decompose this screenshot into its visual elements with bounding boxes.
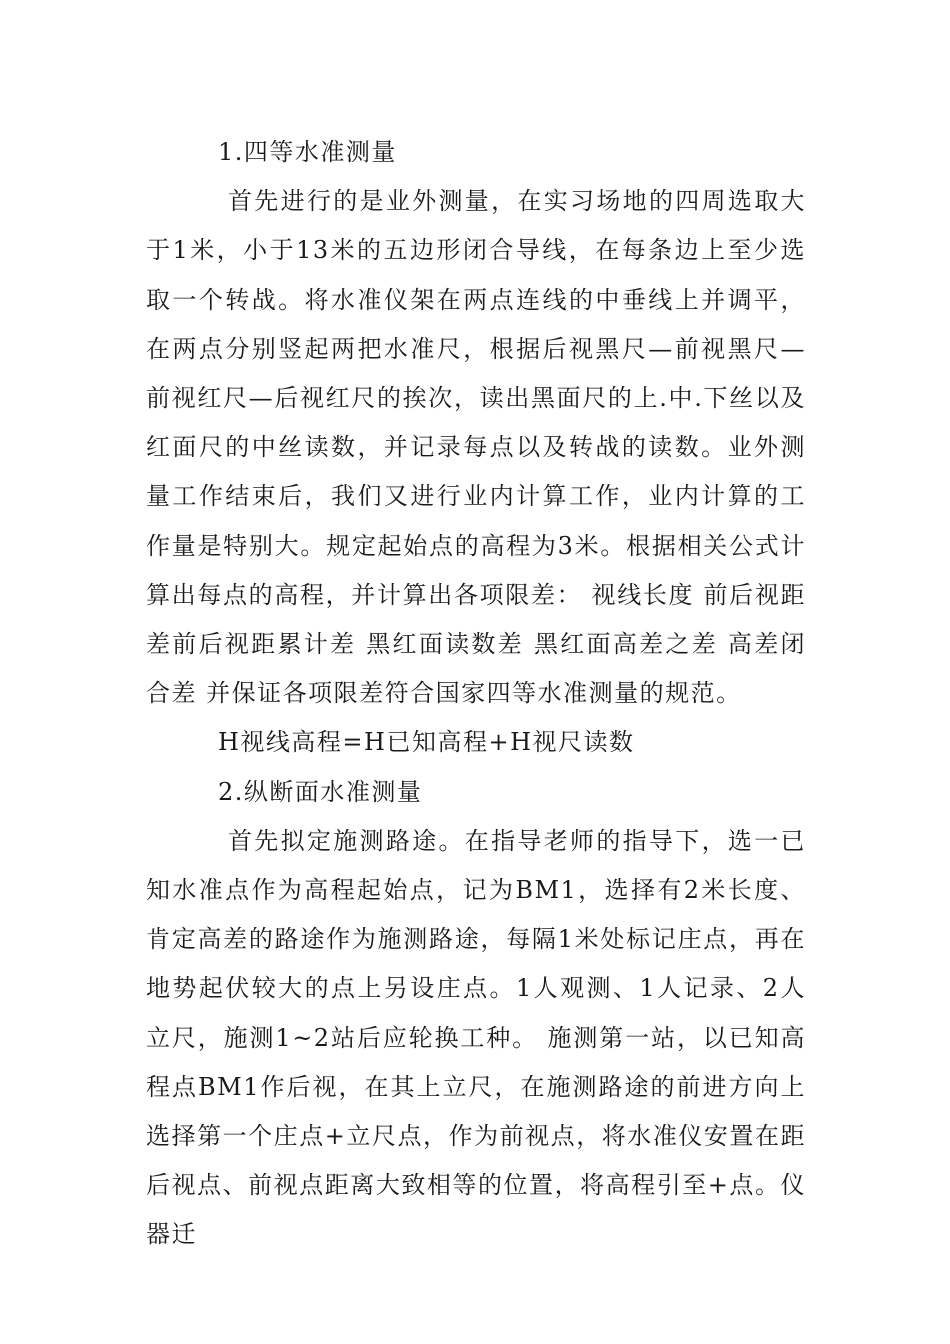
section-1-heading: 1.四等水准测量	[218, 138, 397, 166]
section-1-paragraph: 首先进行的是业外测量，在实习场地的四周选取大于1米，小于13米的五边形闭合导线，在每条边上至少选取一个转战。将水准仪架在两点连线的中垂线上并调平，在两点分别竖起两把水准尺，根据后视黑尺—前视黑尺—前视红尺—后视红尺的挨次，读出黑面尺的上.中.下丝以及红面尺的中丝读数，并记录每点以及转战的读数。业外测量工作结束后，我们又进行业内计算工作，业内计算的工作量是特别大。规定起始点的高程为3米。根据相关公式计算出每点的高程，并计算出各项限差： 视线长度 前后视距差前后视距累计差 黑红面读数差 黑红面高差之差 高差闭合差 并保证各项限差符合国家四等水准测量的规范。	[146, 187, 806, 708]
section-2-heading: 2.纵断面水准测量	[218, 777, 423, 806]
section-2-paragraph: 首先拟定施测路途。在指导老师的指导下，选一已知水准点作为高程起始点，记为BM1，选择有2米长度、肯定高差的路途作为施测路途，每隔1米处标记庄点，再在地势起伏较大的点上另设庄点。1人观测、1人记录、2人立尺，施测1~2站后应轮换工种。 施测第一站，以已知高程点BM1作后视，在其上立尺，在施测路途的前进方向上选择第一个庄点+立尺点，作为前视点，将水准仪安置在距后视点、前视点距离大致相等的位置，将高程引至+点。仪器迁	[146, 826, 806, 1249]
document-body	[146, 128, 806, 1260]
section-1-formula: H视线高程=H已知高程+H视尺读数	[218, 728, 635, 757]
